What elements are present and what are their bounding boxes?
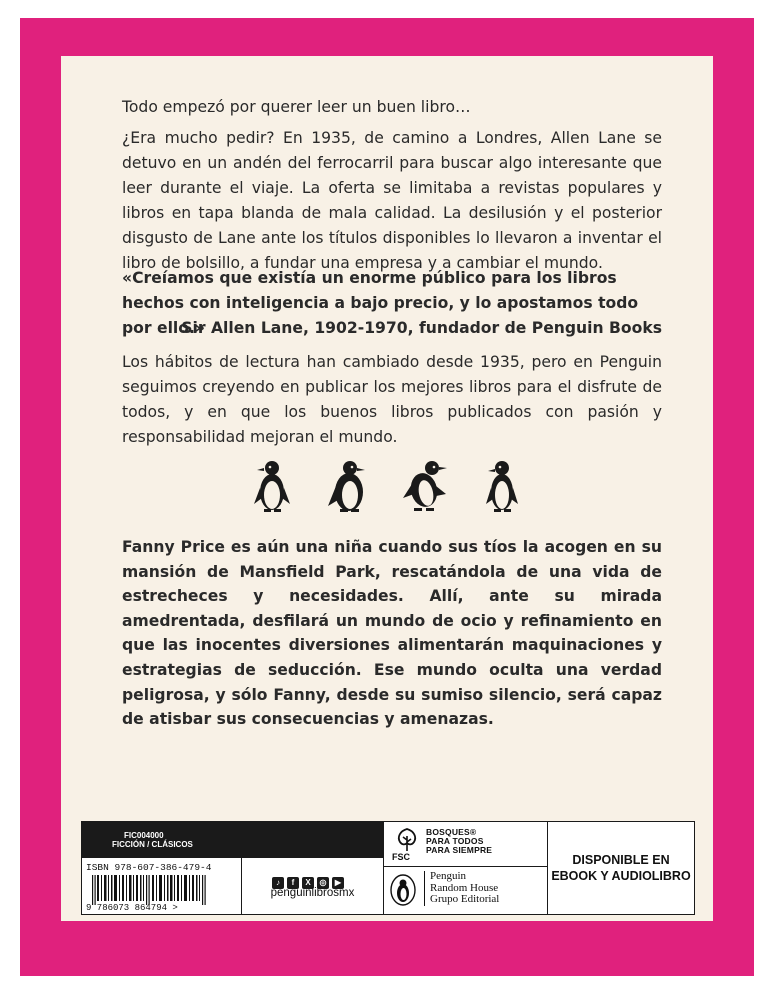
availability-line: DISPONIBLE EN <box>572 853 670 867</box>
category-code: FIC004000 <box>124 831 164 840</box>
penguin-icon <box>482 458 522 514</box>
mission-paragraph: Los hábitos de lectura han cambiado desde 1935, pero en Penguin seguimos creyendo en publicar los mejores libros para el disfrute de todos, y en que los buenos libros publicados con pasión y responsabilidad mejoran el mundo. <box>122 353 662 446</box>
availability-cell <box>547 822 694 914</box>
instagram-icon[interactable]: ◎ <box>317 877 329 889</box>
penguin-icon <box>250 458 294 514</box>
penguin-icon <box>402 458 450 514</box>
publisher-name <box>424 871 499 906</box>
book-synopsis: Fanny Price es aún una niña cuando sus tíos la acogen en su mansión de Mansfield Park, rescatándola de una vida de estrecheces y necesidades. Allí, ante su mirada amedrentada, desfilará un mundo de ocio y refinamiento en que las inocentes diversiones alimentarán maquinaciones y estrategias de seducción. Ese mundo oculta una verdad peligrosa, y sólo Fanny, desde su sumiso silencio, será capaz de atisbar sus consecuencias y amenazas. <box>122 538 662 729</box>
isbn-cell <box>82 822 241 914</box>
info-strip <box>81 821 695 915</box>
x-icon[interactable]: X <box>302 877 314 889</box>
quote-attribution: Sir Allen Lane, 1902-1970, fundador de Penguin Books <box>181 319 662 337</box>
fsc-tree-icon <box>394 828 420 852</box>
isbn-text: ISBN 978-607-386-479-4 <box>86 862 212 873</box>
social-handle[interactable]: penguinlibrosmx <box>270 887 355 899</box>
fsc-slogan-line: BOSQUES® <box>426 827 477 837</box>
fsc-row <box>384 822 547 867</box>
penguin-row <box>250 458 530 518</box>
publisher-line: Penguin <box>430 870 467 882</box>
fsc-slogan-line: PARA SIEMPRE <box>426 845 493 855</box>
publisher-cell <box>383 822 547 914</box>
publisher-line: Random House <box>430 881 499 894</box>
barcode-digits: 9 786073 864794 > <box>86 903 178 911</box>
category-box <box>82 822 241 858</box>
social-cell <box>241 822 383 914</box>
penguin-icon <box>326 458 372 514</box>
fsc-slogan-line: PARA TODOS <box>426 836 484 846</box>
history-paragraph: ¿Era mucho pedir? En 1935, de camino a Londres, Allen Lane se detuvo en un andén del ferrocarril para buscar algo interesante que leer durante el viaje. La oferta se limitaba a revistas populares y libros en tapa blanda de mala calidad. La desilusión y el posterior disgusto de Lane ante los títulos disponibles lo llevaron a inventar el libro de bolsillo, a fundar una empresa y a cambiar el mundo. <box>122 129 662 272</box>
penguin-logo-icon <box>390 874 416 906</box>
facebook-icon[interactable]: f <box>287 877 299 889</box>
intro-line: Todo empezó por querer leer un buen libro… <box>122 98 471 116</box>
tiktok-icon[interactable]: ♪ <box>272 877 284 889</box>
category-label: FICCIÓN / CLÁSICOS <box>112 840 193 849</box>
allen-lane-quote: «Creíamos que existía un enorme público para los libros hechos con inteligencia a bajo precio, y lo apostamos todo por ello.» <box>122 269 639 337</box>
availability-notice <box>548 852 694 884</box>
youtube-icon[interactable]: ▶ <box>332 877 344 889</box>
fsc-label: FSC <box>392 852 410 862</box>
social-icons <box>272 870 352 887</box>
publisher-line: Grupo Editorial <box>430 893 500 905</box>
fsc-slogan <box>426 828 492 855</box>
barcode <box>86 875 236 911</box>
black-bar <box>242 822 383 858</box>
availability-line: EBOOK Y AUDIOLIBRO <box>551 869 691 883</box>
